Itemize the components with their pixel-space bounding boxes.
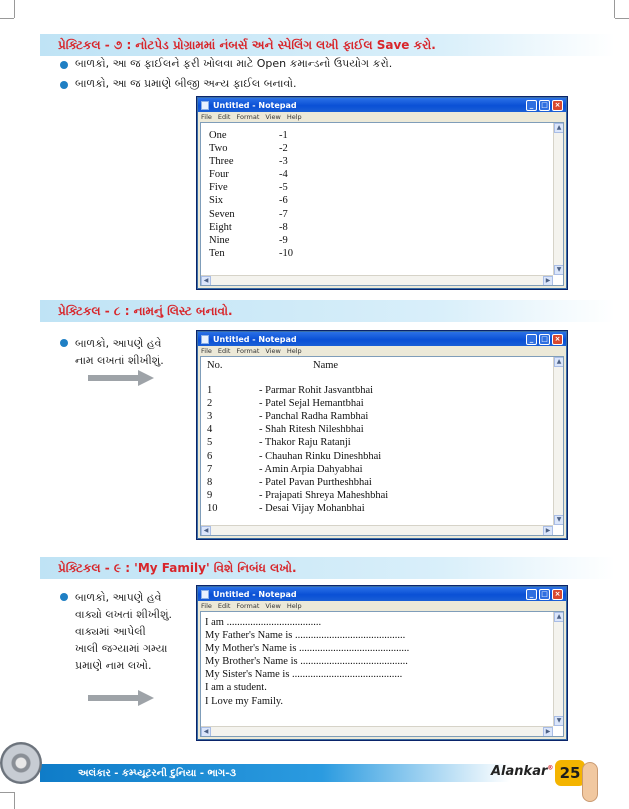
instruction-line: વાક્યો લખતાં શીખીશું. [75, 608, 173, 621]
essay-line: My Brother's Name is ......................................... [205, 656, 408, 668]
name-value: - Desai Vijay Mohanbhai [259, 502, 365, 514]
name-value: - Chauhan Rinku Dineshbhai [259, 450, 382, 462]
number-word: Two [209, 143, 228, 155]
instruction-line: નામ લખતાં શીખીશું. [75, 354, 164, 367]
number-value: -8 [279, 221, 288, 233]
menu-help[interactable]: Help [286, 113, 302, 121]
number-row [209, 129, 549, 142]
bullet-dot-icon [60, 81, 68, 89]
number-row [209, 142, 549, 155]
scroll-up-icon[interactable]: ▲ [554, 357, 564, 367]
series-title: અલંકાર - કમ્પ્યૂટરની દુનિયા - ભાગ-૩ [78, 767, 237, 779]
practical-9-heading-text: પ્રેક્ટિકલ - ૯ : 'My Family' વિશે નિબંધ લખો. [58, 560, 297, 575]
instruction-text [75, 589, 172, 674]
scroll-down-icon[interactable]: ▼ [554, 265, 564, 275]
notepad-titlebar[interactable] [198, 587, 566, 601]
name-no: 4 [207, 424, 213, 436]
practical-8-heading [40, 300, 615, 322]
instruction-line: ખાલી જગ્યામાં ગમ્યા [75, 642, 168, 655]
maximize-icon[interactable]: □ [539, 100, 550, 111]
notepad-window-numbers [197, 97, 567, 289]
instruction-line: વાક્યમાં આપેલી [75, 625, 146, 638]
number-row [209, 168, 549, 181]
name-value: - Shah Ritesh Nileshbhai [259, 424, 364, 436]
scroll-right-icon[interactable]: ▶ [543, 526, 553, 536]
name-value: - Thakor Raju Ratanji [259, 437, 351, 449]
number-value: -3 [279, 156, 288, 168]
practical-9-instruction [60, 589, 172, 674]
number-row [209, 208, 549, 221]
menu-file[interactable]: File [201, 113, 212, 121]
practical-7-bullet-text: બાળકો, આ જ પ્રમાણે બીજી અન્ય ફાઈલ બનાવો. [75, 77, 297, 90]
horizontal-scrollbar[interactable] [201, 726, 553, 736]
notepad-text-area[interactable] [200, 356, 564, 536]
name-no: 9 [207, 489, 213, 501]
menu-view[interactable]: View [265, 113, 281, 121]
bullet-dot-icon [60, 61, 68, 69]
notepad-menubar [198, 112, 566, 122]
name-list-header [207, 359, 549, 372]
name-row [207, 397, 549, 410]
notepad-titlebar[interactable] [198, 98, 566, 112]
practical-7-heading-text: પ્રેક્ટિકલ - ૭ : નોટપેડ પ્રોગ્રામમાં નંબર્સ અને સ્પેલિંગ લખી ફાઈલ Save કરો. [58, 37, 436, 52]
header-name: Name [313, 360, 339, 371]
maximize-icon[interactable]: □ [539, 334, 550, 345]
close-icon[interactable]: × [552, 589, 563, 600]
brand-mark: ® [547, 764, 554, 772]
right-arrow-icon [88, 690, 154, 706]
crop-mark [614, 0, 615, 18]
menu-help[interactable]: Help [286, 602, 302, 610]
number-word: Three [209, 156, 234, 168]
family-essay [205, 616, 549, 708]
menu-edit[interactable]: Edit [217, 602, 231, 610]
scroll-left-icon[interactable]: ◀ [201, 727, 211, 737]
crop-mark [0, 792, 14, 793]
crop-mark [0, 18, 14, 19]
menu-file[interactable]: File [201, 347, 212, 355]
essay-line: I Love my Family. [205, 695, 284, 707]
number-word: Six [209, 195, 224, 207]
scroll-down-icon[interactable]: ▼ [554, 716, 564, 726]
name-no: 10 [207, 502, 218, 514]
window-title: Untitled - Notepad [213, 334, 297, 344]
name-row [207, 410, 549, 423]
vertical-scrollbar[interactable] [553, 357, 563, 525]
menu-format[interactable]: Format [236, 347, 260, 355]
practical-7-heading [40, 34, 615, 56]
practical-7-bullet [60, 77, 297, 91]
menu-file[interactable]: File [201, 602, 212, 610]
notepad-titlebar[interactable] [198, 332, 566, 346]
number-value: -9 [279, 234, 288, 246]
name-row [207, 489, 549, 502]
minimize-icon[interactable]: _ [526, 334, 537, 345]
minimize-icon[interactable]: _ [526, 589, 537, 600]
number-row [209, 155, 549, 168]
notepad-icon [201, 335, 209, 344]
notepad-menubar [198, 346, 566, 356]
window-title: Untitled - Notepad [213, 100, 297, 110]
name-no: 1 [207, 385, 213, 397]
name-no: 8 [207, 476, 213, 488]
brand-logo [491, 764, 553, 779]
number-row [209, 181, 549, 194]
scroll-down-icon[interactable]: ▼ [554, 515, 564, 525]
number-value: -2 [279, 143, 288, 155]
name-row [207, 450, 549, 463]
number-word: One [209, 130, 227, 141]
scroll-up-icon[interactable]: ▲ [554, 612, 564, 622]
instruction-line: પ્રમાણે નામ લખો. [75, 659, 152, 672]
number-row [209, 194, 549, 207]
window-title: Untitled - Notepad [213, 589, 297, 599]
practical-7-bullet-text: બાળકો, આ જ ફાઈલને ફરી ખોલવા માટે Open કમાન્ડનો ઉપયોગ કરો. [75, 57, 393, 70]
page-number: 25 [555, 760, 585, 786]
name-no: 7 [207, 463, 213, 475]
number-row [209, 247, 549, 260]
name-row [207, 476, 549, 489]
number-word: Nine [209, 234, 230, 246]
practical-7-bullet [60, 57, 392, 71]
name-value: - Panchal Radha Rambhai [259, 411, 369, 423]
name-row [207, 436, 549, 449]
name-value: - Patel Sejal Hemantbhai [259, 398, 364, 410]
crop-mark [14, 792, 15, 809]
number-value: -10 [279, 247, 293, 259]
name-value: - Prajapati Shreya Maheshbhai [259, 489, 389, 501]
notepad-text-area[interactable] [200, 122, 564, 286]
practical-8-instruction [60, 335, 164, 369]
name-row [207, 463, 549, 476]
number-row [209, 221, 549, 234]
crop-mark [14, 0, 15, 18]
instruction-line: બાળકો, આપણે હવે [75, 337, 162, 350]
pointing-hand-icon [582, 762, 598, 802]
number-value: -6 [279, 195, 288, 207]
menu-view[interactable]: View [265, 602, 281, 610]
instruction-text [75, 335, 164, 369]
maximize-icon[interactable]: □ [539, 589, 550, 600]
number-word: Five [209, 182, 228, 194]
name-no: 5 [207, 437, 213, 449]
vertical-scrollbar[interactable] [553, 612, 563, 726]
name-row [207, 384, 549, 397]
horizontal-scrollbar[interactable] [201, 275, 553, 285]
scroll-right-icon[interactable]: ▶ [543, 727, 553, 737]
name-row [207, 502, 549, 515]
scroll-right-icon[interactable]: ▶ [543, 276, 553, 286]
notepad-menubar [198, 601, 566, 611]
essay-line: My Mother's Name is .......................................... [205, 643, 410, 655]
right-arrow-icon [88, 370, 154, 386]
menu-view[interactable]: View [265, 347, 281, 355]
number-word: Four [209, 169, 229, 181]
crop-mark [615, 18, 629, 19]
brand-name: Alankar [491, 764, 548, 779]
essay-line: My Father's Name is .......................................... [205, 630, 406, 642]
name-list [207, 359, 549, 515]
close-icon[interactable]: × [552, 100, 563, 111]
cd-disc-icon [0, 742, 42, 784]
name-no: 3 [207, 411, 213, 423]
close-icon[interactable]: × [552, 334, 563, 345]
number-word: Seven [209, 208, 235, 220]
vertical-scrollbar[interactable] [553, 123, 563, 275]
number-row [209, 234, 549, 247]
header-no: No. [207, 360, 223, 371]
number-value: -4 [279, 169, 288, 181]
number-list [209, 129, 549, 260]
name-value: - Parmar Rohit Jasvantbhai [259, 385, 374, 397]
practical-8-heading-text: પ્રેક્ટિકલ - ૮ : નામનું લિસ્ટ બનાવો. [58, 303, 233, 318]
menu-edit[interactable]: Edit [217, 113, 231, 121]
instruction-line: બાળકો, આપણે હવે [75, 591, 162, 604]
scroll-left-icon[interactable]: ◀ [201, 276, 211, 286]
practical-9-heading [40, 557, 615, 579]
name-value: - Patel Pavan Purtheshbhai [259, 476, 372, 488]
bullet-dot-icon [60, 339, 68, 347]
menu-format[interactable]: Format [236, 602, 260, 610]
notepad-window-family [197, 586, 567, 740]
minimize-icon[interactable]: _ [526, 100, 537, 111]
notepad-icon [201, 590, 209, 599]
number-word: Ten [209, 247, 225, 259]
number-value: -1 [279, 130, 288, 141]
number-value: -7 [279, 208, 288, 220]
horizontal-scrollbar[interactable] [201, 525, 553, 535]
essay-line: I am a student. [205, 682, 267, 694]
name-value: - Amin Arpia Dahyabhai [259, 463, 363, 475]
menu-format[interactable]: Format [236, 113, 260, 121]
notepad-window-names [197, 331, 567, 539]
scroll-up-icon[interactable]: ▲ [554, 123, 564, 133]
name-row [207, 423, 549, 436]
notepad-icon [201, 101, 209, 110]
scroll-left-icon[interactable]: ◀ [201, 526, 211, 536]
name-no: 2 [207, 398, 213, 410]
menu-edit[interactable]: Edit [217, 347, 231, 355]
essay-line: My Sister's Name is .......................................... [205, 669, 403, 681]
footer-bar [40, 764, 510, 782]
essay-line: I am .................................... [205, 617, 322, 628]
number-word: Eight [209, 221, 232, 233]
bullet-dot-icon [60, 593, 68, 601]
name-no: 6 [207, 450, 213, 462]
number-value: -5 [279, 182, 288, 194]
notepad-text-area[interactable] [200, 611, 564, 737]
menu-help[interactable]: Help [286, 347, 302, 355]
